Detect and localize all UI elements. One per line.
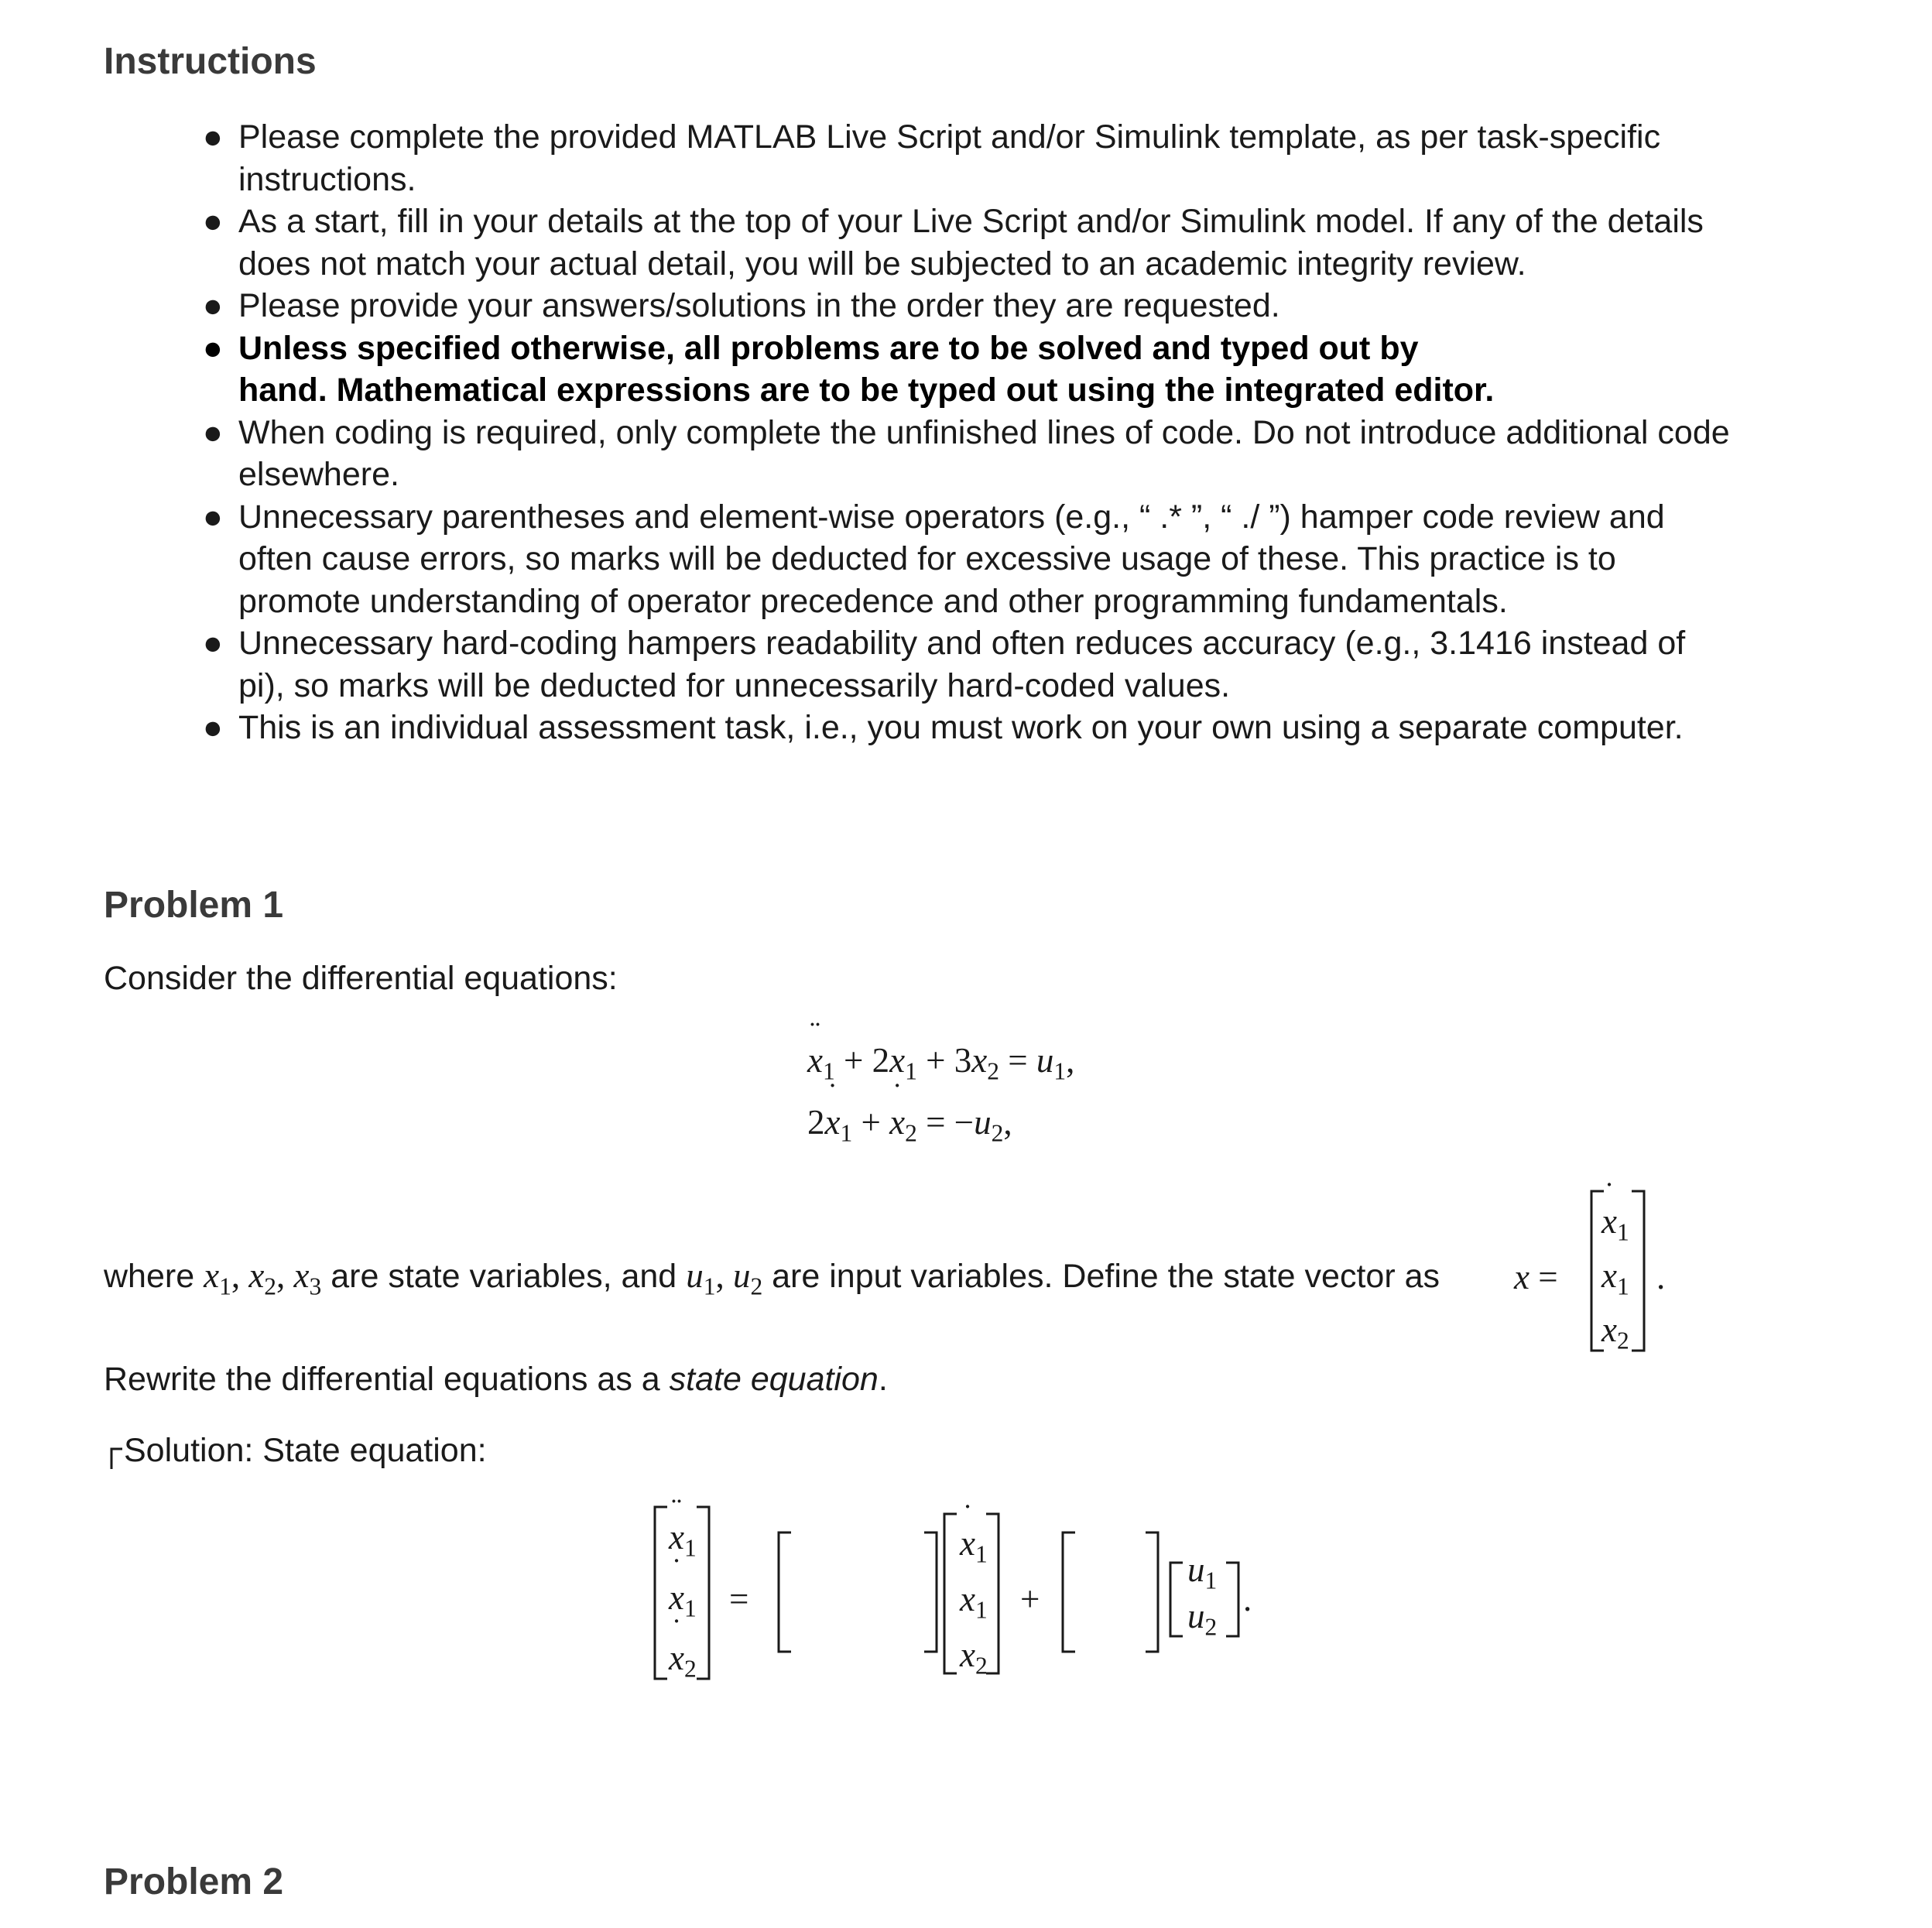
bullet-icon: ●	[203, 203, 223, 240]
instructions-heading: Instructions	[104, 41, 317, 82]
state-entry: $x_1$	[960, 1580, 988, 1624]
lhs-entry: x ˙ $_1$	[669, 1551, 697, 1622]
instruction-item-emphasis: ● Unless specified otherwise, all problems are to be solved and typed out by hand. Mathematical expressions are to be typed out using the integrated editor.	[203, 327, 1867, 412]
bullet-icon: ●	[203, 625, 223, 662]
input-entry: $u_1$	[1187, 1550, 1218, 1594]
state-vector-label: x =	[1514, 1258, 1558, 1296]
problem2-heading: Problem 2	[104, 1861, 284, 1902]
instruction-item: ● Please provide your answers/solutions in the order they are requested.	[203, 285, 1867, 327]
bullet-icon: ●	[203, 498, 223, 536]
state-entry: $x_2$	[960, 1635, 988, 1680]
state-entry: x ˙ $_1$	[960, 1497, 988, 1568]
instruction-item: ● When coding is required, only complete the unfinished lines of code. Do not introduce additional code elsewhere.	[203, 412, 1867, 496]
problem1-heading: Problem 1	[104, 885, 284, 926]
instruction-item: ● Unnecessary parentheses and element-wise operators (e.g., “ .* ”, “ ./ ”) hamper code review and often cause errors, so marks will be deducted for excessive usage of these. This practice is to promote understanding of operator precedence and other programming fundamentals.	[203, 496, 1867, 623]
lhs-entry: x ˙ $_2$	[669, 1611, 697, 1683]
equals-sign: =	[729, 1580, 749, 1618]
instructions-list	[203, 116, 1867, 749]
where-line: where $x_1$, $x_2$, $x_3$ are state variables, and $u_1$, $u_2$ are input variables. Define the state vector as	[104, 1256, 1440, 1300]
period: .	[1243, 1580, 1252, 1618]
period: .	[1656, 1258, 1666, 1296]
state-vector-entry: $x_1$	[1601, 1256, 1629, 1300]
plus-sign: +	[1020, 1580, 1040, 1618]
instruction-item: ● Please complete the provided MATLAB Live Script and/or Simulink template, as per task-specific instructions.	[203, 116, 1867, 200]
solution-line: Solution: State equation:	[124, 1432, 487, 1469]
instruction-item: ● This is an individual assessment task, i.e., you must work on your own using a separate computer.	[203, 707, 1867, 749]
problem1-intro: Consider the differential equations:	[104, 960, 618, 997]
equation-1: x ¨ $_1 + 2x_1 + 3x_2 = u_1$,	[807, 1014, 1075, 1085]
state-vector-entry: $x_2$	[1601, 1310, 1629, 1354]
bullet-icon: ●	[203, 118, 223, 156]
bullet-icon: ●	[203, 709, 223, 746]
rewrite-line: Rewrite the differential equations as a state equation.	[104, 1361, 888, 1398]
equation-2: 2x ˙ $_1$ + x ˙ $_2 = -u_2$,	[807, 1076, 1012, 1147]
bullet-icon: ●	[203, 329, 223, 367]
bullet-icon: ●	[203, 413, 223, 451]
input-entry: $u_2$	[1187, 1597, 1218, 1641]
state-vector-entry: x ˙ $_1$	[1601, 1175, 1629, 1246]
bullet-icon: ●	[203, 287, 223, 324]
instruction-item: ● Unnecessary hard-coding hampers readability and often reduces accuracy (e.g., 3.1416 instead of pi), so marks will be deducted for unnecessarily hard-coded values.	[203, 622, 1867, 707]
lhs-entry: x ¨ $_1$	[669, 1491, 697, 1562]
instruction-item: ● As a start, fill in your details at the top of your Live Script and/or Simulink model. If any of the details does not match your actual detail, you will be subjected to an academic integrity review.	[203, 200, 1867, 285]
solution-corner-icon	[108, 1446, 124, 1469]
